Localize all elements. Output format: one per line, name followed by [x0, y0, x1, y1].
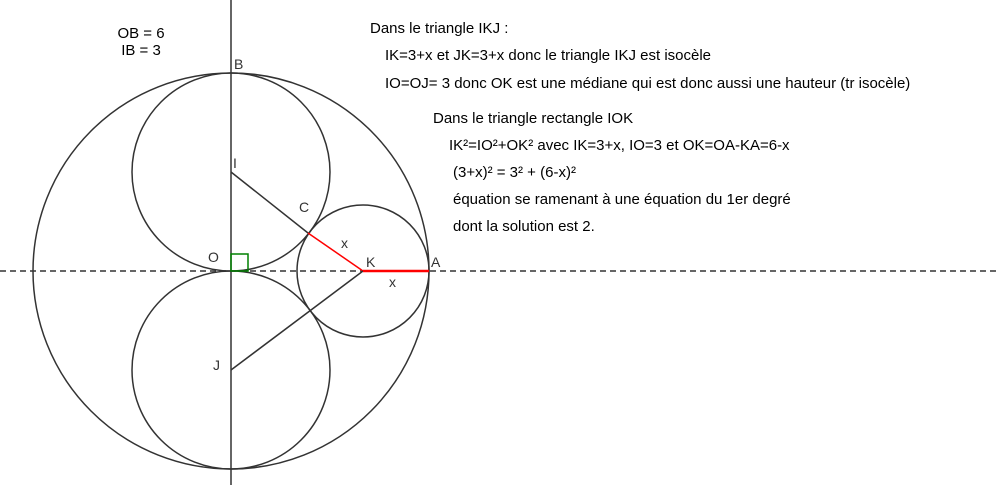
segment-jk — [231, 271, 363, 370]
label-x-ka: x — [389, 274, 396, 290]
explanation-line-8: dont la solution est 2. — [453, 218, 595, 235]
given-values — [96, 25, 186, 59]
explanation-line-4: Dans le triangle rectangle IOK — [433, 110, 634, 127]
label-b: B — [234, 56, 244, 72]
label-k: K — [366, 254, 376, 270]
explanation-line-3: IO=OJ= 3 donc OK est une médiane qui est donc aussi une hauteur (tr isocèle) — [385, 75, 911, 92]
explanation-line-2: IK=3+x et JK=3+x donc le triangle IKJ est isocèle — [385, 47, 712, 64]
label-i: I — [233, 155, 237, 171]
label-o: O — [208, 249, 219, 265]
segment-ck — [308, 233, 363, 271]
label-a: A — [431, 254, 441, 270]
explanation-line-6: (3+x)² = 3² + (6-x)² — [453, 164, 576, 181]
right-angle-marker — [231, 254, 248, 271]
segment-ic — [231, 172, 308, 233]
explanation-line-1: Dans le triangle IKJ : — [370, 20, 509, 37]
label-j: J — [213, 357, 220, 373]
explanation-line-7: équation se ramenant à une équation du 1er degré — [453, 191, 791, 208]
label-x-ck: x — [341, 235, 348, 251]
label-c: C — [299, 199, 310, 215]
given-ob: OB = 6 — [117, 25, 165, 42]
given-ib: IB = 3 — [121, 42, 161, 59]
explanation-line-5: IK²=IO²+OK² avec IK=3+x, IO=3 et OK=OA-KA=6-x — [449, 137, 790, 154]
